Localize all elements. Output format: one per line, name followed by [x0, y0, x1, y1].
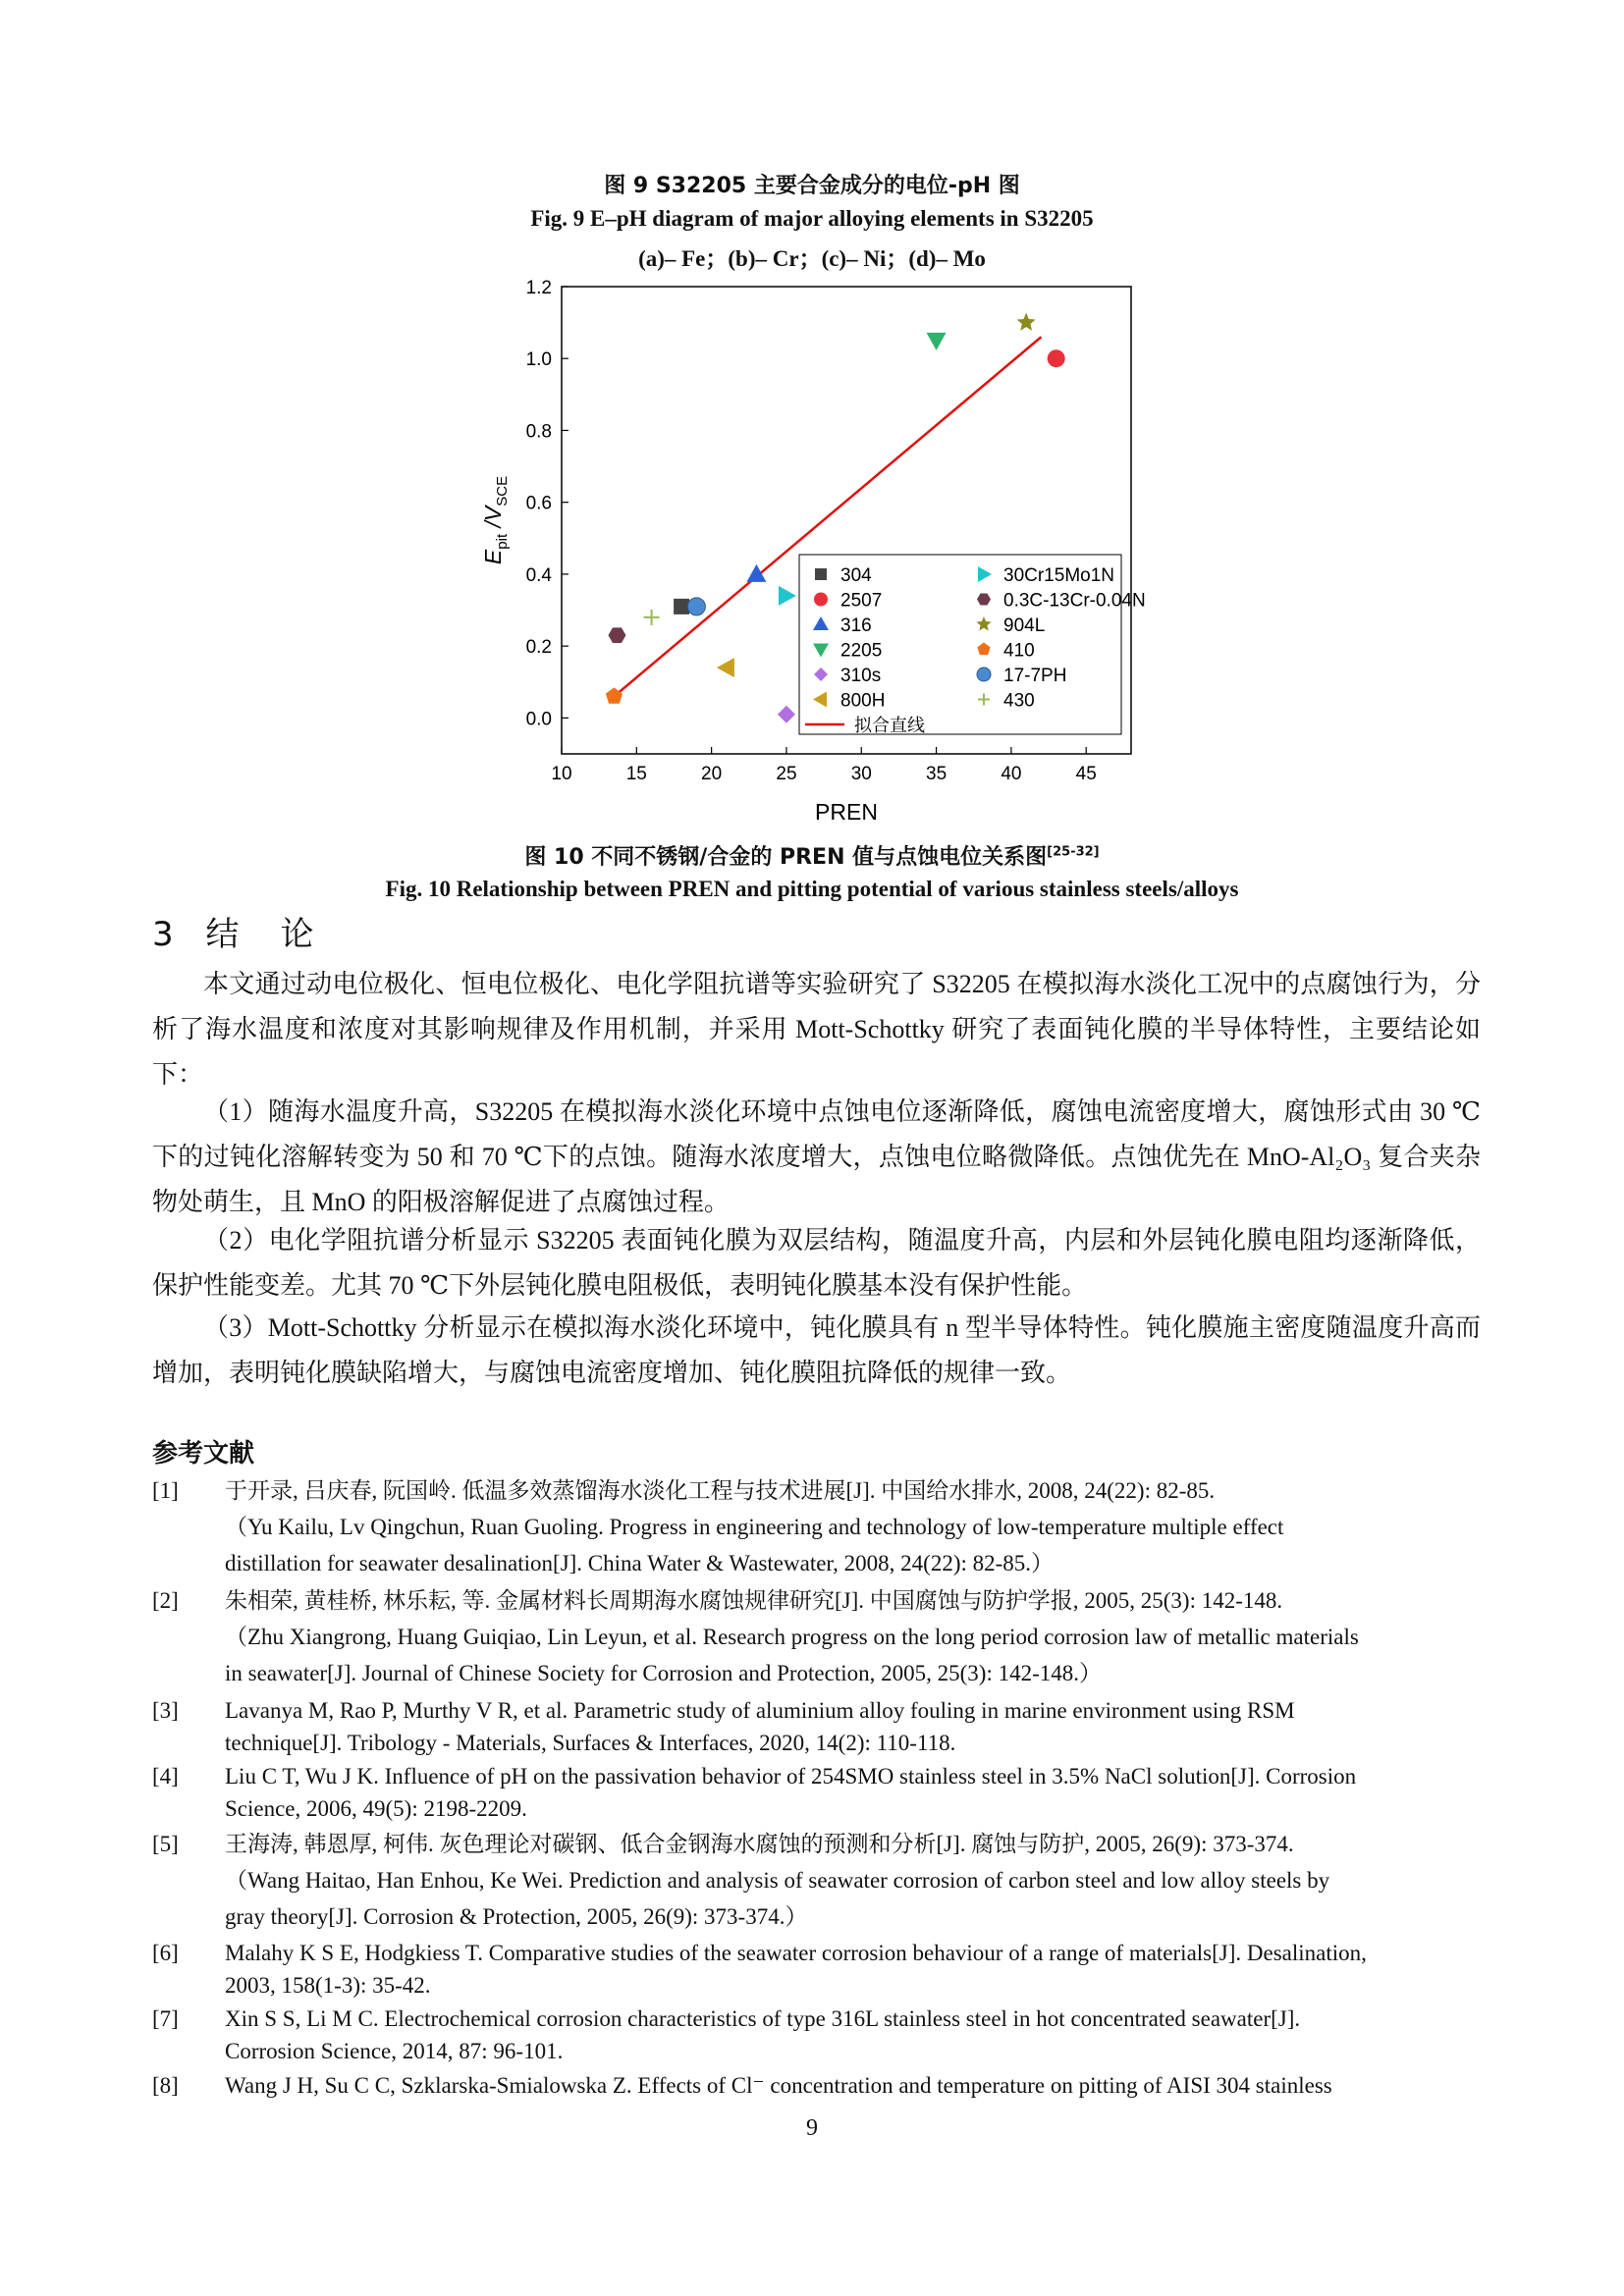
reference-line: 朱相荣, 黄桂桥, 林乐耘, 等. 金属材料长周期海水腐蚀规律研究[J]. 中国腐蚀与防护学报, 2005, 25(3): 142-148. — [225, 1588, 1283, 1613]
data-point-2507 — [1048, 349, 1065, 367]
fig10-caption-cn-text: 图 10 不同不锈钢/合金的 PREN 值与点蚀电位关系图 — [524, 845, 1048, 870]
x-tick-label: 40 — [1001, 764, 1022, 784]
legend-marker — [814, 593, 828, 607]
reference-line: （Zhu Xiangrong, Huang Guiqiao, Lin Leyun, et al. Research progress on the long period corrosion law of metallic materials — [225, 1625, 1359, 1649]
legend-label: 316 — [840, 615, 872, 636]
reference-1 — [152, 1472, 1481, 1581]
reference-number: [6] — [152, 1941, 179, 1965]
data-point-17-7ph — [687, 598, 705, 615]
section-title: 结 论 — [205, 915, 318, 954]
x-tick-label: 15 — [625, 764, 647, 784]
legend-label: 800H — [840, 690, 886, 712]
data-point-430 — [644, 610, 660, 625]
legend-label: 304 — [840, 565, 872, 586]
y-tick-label: 1.2 — [525, 278, 552, 298]
reference-4 — [152, 1758, 1481, 1831]
y-tick-label: 0.4 — [525, 564, 552, 586]
reference-number: [8] — [152, 2073, 179, 2098]
fig9-caption-cn: 图 9 S32205 主要合金成分的电位-pH 图 — [604, 174, 1020, 198]
reference-line: 王海涛, 韩恩厚, 柯伟. 灰色理论对碳钢、低合金钢海水腐蚀的预测和分析[J]. 腐蚀与防护, 2005, 26(9): 373-374. — [225, 1832, 1294, 1856]
page-number: 9 — [806, 2115, 818, 2141]
references-title: 参考文献 — [152, 1439, 255, 1468]
reference-line: Lavanya M, Rao P, Murthy V R, et al. Parametric study of aluminium alloy fouling in marine environment using RSM — [225, 1698, 1295, 1723]
reference-8 — [152, 2067, 1481, 2104]
y-tick-label: 0.2 — [525, 637, 552, 659]
reference-line: Xin S S, Li M C. Electrochemical corrosion characteristics of type 316L stainless steel in hot concentrated seawater[J]. — [225, 2006, 1301, 2031]
conclusion-item-1: （1）随海水温度升高，S32205 在模拟海水淡化环境中点蚀电位逐渐降低，腐蚀电流密度增大，腐蚀形式由 30 ℃下的过钝化溶解转变为 50 和 70 ℃下的点蚀。随海水浓度增大，点蚀电位略微降低。点蚀优先在 MnO-Al₂O₃ 复合夹杂物处萌生，且 MnO 的阳极溶解促进了点腐蚀过程。 — [152, 1097, 1481, 1216]
x-tick-label: 35 — [926, 764, 947, 784]
data-point-2205 — [927, 333, 947, 350]
reference-number: [1] — [152, 1478, 179, 1503]
reference-line: in seawater[J]. Journal of Chinese Society for Corrosion and Protection, 2005, 25(3): 142-148.） — [225, 1661, 1102, 1685]
conclusion-item-3: （3）Mott-Schottky 分析显示在模拟海水淡化环境中，钝化膜具有 n 型半导体特性。钝化膜施主密度随温度升高而增加，表明钝化膜缺陷增大，与腐蚀电流密度增加、钝化膜阻抗降低的规律一致。 — [152, 1313, 1481, 1387]
fig10-caption-ref: [25-32] — [1047, 844, 1100, 860]
reference-number: [4] — [152, 1764, 179, 1789]
x-tick-label: 45 — [1075, 764, 1097, 784]
reference-2 — [152, 1582, 1481, 1691]
y-axis-label: $E_{pit}$ $/V_{SCE}$ — [480, 475, 511, 565]
y-tick-label: 0.6 — [525, 493, 552, 514]
legend-label: 2205 — [840, 640, 883, 662]
reference-line: （Yu Kailu, Lv Qingchun, Ruan Guoling. Progress in engineering and technology of low-temperature multiple effect — [225, 1515, 1284, 1539]
section-number: 3 — [152, 915, 174, 954]
legend-label: 430 — [1003, 690, 1035, 712]
reference-line: 于开录, 吕庆春, 阮国岭. 低温多效蒸馏海水淡化工程与技术进展[J]. 中国给水排水, 2008, 24(22): 82-85. — [225, 1478, 1216, 1503]
pren-pitting-chart — [471, 275, 1198, 844]
reference-5 — [152, 1826, 1481, 1935]
x-tick-label: 25 — [776, 764, 797, 784]
conclusion-intro: 本文通过动电位极化、恒电位极化、电化学阻抗谱等实验研究了 S32205 在模拟海水淡化工况中的点腐蚀行为，分析了海水温度和浓度对其影响规律及作用机制，并采用 Mott-Schottky 研究了表面钝化膜的半导体特性，主要结论如下： — [152, 970, 1481, 1089]
reference-number: [2] — [152, 1588, 179, 1613]
legend-label: 410 — [1003, 640, 1035, 662]
reference-line: technique[J]. Tribology - Materials, Surfaces & Interfaces, 2020, 14(2): 110-118. — [225, 1731, 956, 1755]
reference-number: [7] — [152, 2006, 179, 2031]
section-heading — [152, 907, 317, 955]
x-tick-label: 20 — [701, 764, 723, 784]
legend-marker — [815, 568, 827, 580]
legend-label: 17-7PH — [1003, 666, 1067, 686]
reference-line: distillation for seawater desalination[J]. China Water & Wastewater, 2008, 24(22): 82-85.） — [225, 1551, 1055, 1575]
fig10-caption-cn — [0, 840, 1624, 871]
fig9-caption-sub: (a)– Fe；(b)– Cr；(c)– Ni；(d)– Mo — [638, 246, 986, 271]
legend-label: 拟合直线 — [854, 716, 925, 735]
conclusion-item-2: （2）电化学阻抗谱分析显示 S32205 表面钝化膜为双层结构，随温度升高，内层和外层钝化膜电阻均逐渐降低，保护性能变差。尤其 70 ℃下外层钝化膜电阻极低，表明钝化膜基本没有保护性能。 — [152, 1226, 1481, 1300]
data-point-30cr15mo1n — [779, 586, 796, 606]
reference-6 — [152, 1935, 1481, 2007]
reference-line: Wang J H, Su C C, Szklarska-Smialowska Z. Effects of Cl⁻ concentration and temperature on pitting of AISI 304 stainless — [225, 2073, 1332, 2098]
data-point-310s — [778, 706, 795, 723]
data-point-316 — [746, 564, 766, 582]
legend-label: 2507 — [840, 590, 883, 612]
legend-label: 30Cr15Mo1N — [1003, 565, 1114, 586]
data-point-800h — [717, 658, 734, 677]
legend-label: 310s — [840, 666, 882, 686]
reference-line: Malahy K S E, Hodgkiess T. Comparative studies of the seawater corrosion behaviour of a range of materials[J]. Desalination, — [225, 1941, 1367, 1965]
x-axis-label: PREN — [815, 799, 878, 825]
reference-line: 2003, 158(1-3): 35-42. — [225, 1973, 431, 1998]
y-tick-label: 0.8 — [525, 421, 552, 443]
fig10-caption-en: Fig. 10 Relationship between PREN and pitting potential of various stainless steels/alloys — [385, 877, 1239, 901]
legend-label: 0.3C-13Cr-0.04N — [1003, 590, 1146, 612]
legend-marker — [977, 667, 991, 681]
reference-line: （Wang Haitao, Han Enhou, Ke Wei. Prediction and analysis of seawater corrosion of carbon steel and low alloy steels by — [225, 1868, 1330, 1893]
data-point-0-3c-13cr-0-04n — [608, 627, 625, 643]
reference-7 — [152, 2001, 1481, 2073]
y-tick-label: 1.0 — [525, 349, 552, 371]
reference-number: [5] — [152, 1832, 179, 1856]
x-tick-label: 30 — [850, 764, 872, 784]
reference-line: Liu C T, Wu J K. Influence of pH on the passivation behavior of 254SMO stainless steel in 3.5% NaCl solution[J]. Corrosion — [225, 1764, 1357, 1789]
reference-line: Corrosion Science, 2014, 87: 96-101. — [225, 2039, 564, 2063]
reference-line: gray theory[J]. Corrosion & Protection, 2005, 26(9): 373-374.） — [225, 1904, 808, 1929]
reference-line: Science, 2006, 49(5): 2198-2209. — [225, 1796, 527, 1821]
y-tick-label: 0.0 — [525, 709, 552, 730]
reference-3 — [152, 1692, 1481, 1765]
x-tick-label: 10 — [551, 764, 572, 784]
reference-number: [3] — [152, 1698, 179, 1723]
legend-label: 904L — [1003, 615, 1046, 636]
data-point-904l — [1017, 313, 1036, 331]
data-point-304 — [674, 599, 689, 614]
fig9-caption-en: Fig. 9 E–pH diagram of major alloying elements in S32205 — [530, 206, 1094, 231]
